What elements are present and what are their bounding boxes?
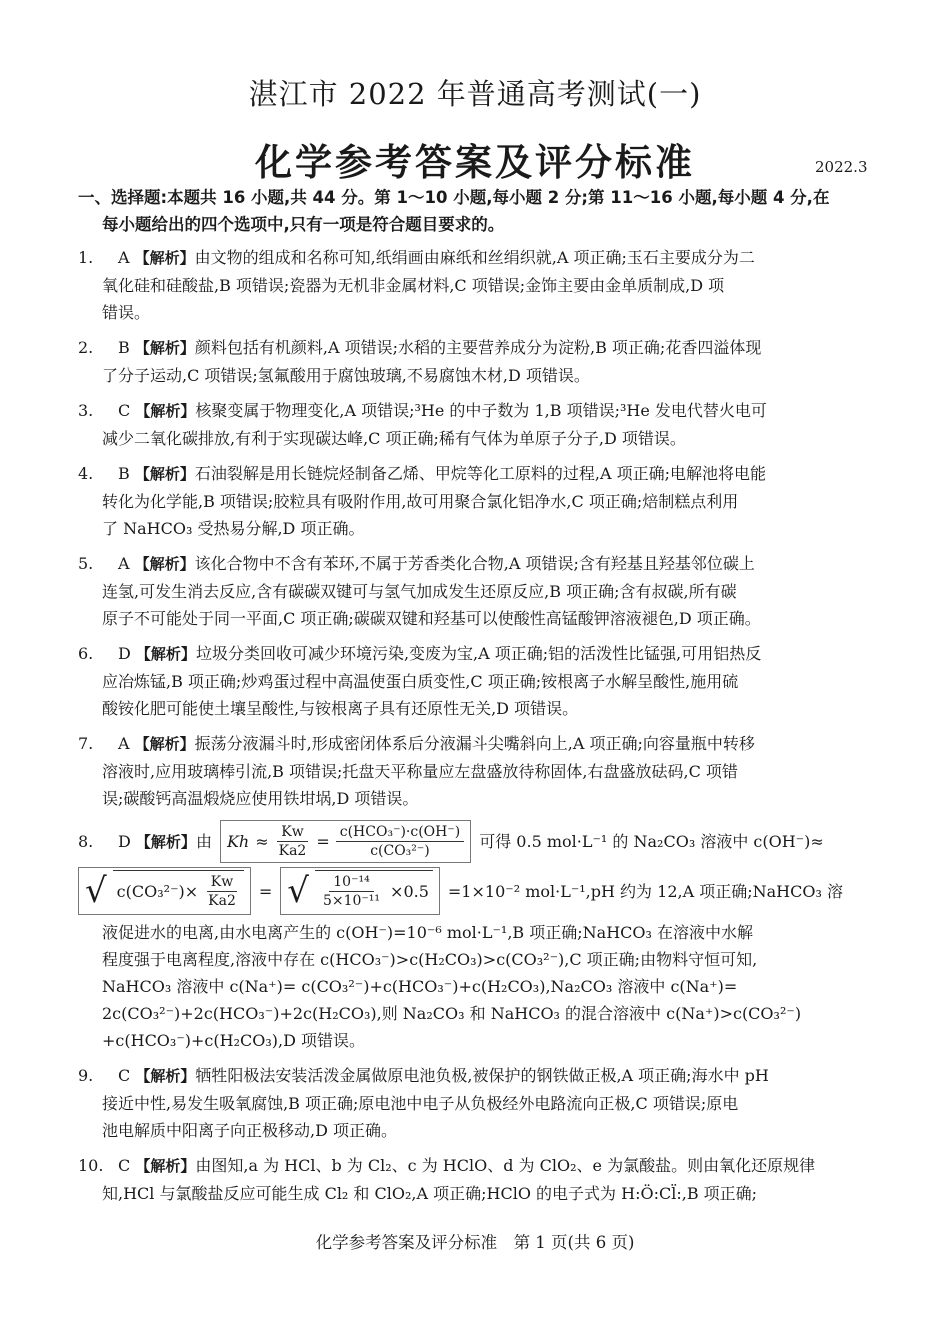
numerator: Kw [277, 823, 307, 842]
equals-sign: = [258, 881, 273, 901]
item-text: 由文物的组成和名称可知,纸绢画由麻纸和丝绢织就,A 项正确;玉石主要成分为二 [194, 248, 755, 267]
item-text: 该化合物中不含有苯环,不属于芳香类化合物,A 项错误;含有羟基且羟基邻位碳上 [194, 554, 755, 573]
item-number: 9. [78, 1066, 94, 1085]
answer-item [78, 334, 883, 389]
item-line: 程度强于电离程度,溶液中存在 c(HCO₃⁻)>c(H₂CO₃)>c(CO₃²⁻),C 项正确;由物料守恒可知, [102, 950, 758, 969]
item-text: 颜料包括有机颜料,A 项错误;水稻的主要营养成分为淀粉,B 项正确;花香四溢体现 [194, 338, 762, 357]
item-line: 接近中性,易发生吸氧腐蚀,B 项正确;原电池中电子从负极经外电路流向正极,C 项错误;原电 [102, 1094, 739, 1113]
kh-symbol: Kh [226, 832, 250, 851]
item-text: 石油裂解是用长链烷烃制备乙烯、甲烷等化工原料的过程,A 项正确;电解池将电能 [194, 464, 766, 483]
item-answer: A [118, 248, 130, 267]
analysis-tag: 【解析】 [135, 832, 196, 851]
equals-sign: = [316, 832, 330, 851]
item-number: 3. [78, 401, 94, 420]
denominator: Ka2 [278, 843, 307, 859]
page-footer: 化学参考答案及评分标准 第 1 页(共 6 页) [315, 1233, 635, 1252]
item-line: 知,HCl 与氯酸盐反应可能生成 Cl₂ 和 ClO₂,A 项正确;HClO 的电子式为 H:Ö:Cl̈:,B 项正确; [102, 1184, 758, 1203]
answer-item [78, 1062, 883, 1144]
item-line: 误;碳酸钙高温煅烧应使用铁坩埚,D 项错误。 [102, 789, 419, 808]
numerator: c(HCO₃⁻)·c(OH⁻) [336, 823, 464, 842]
item-first-line [78, 334, 883, 362]
item-answer: B [118, 338, 130, 357]
item-line: 应冶炼锰,B 项正确;炒鸡蛋过程中高温使蛋白质变性,C 项正确;铵根离子水解呈酸性,施用硫 [102, 672, 739, 691]
item-line: 错误。 [102, 303, 151, 322]
item-line: 了 NaHCO₃ 受热易分解,D 项正确。 [102, 519, 365, 538]
item-line: 原子不可能处于同一平面,C 项正确;碳碳双键和羟基可以使酸性高锰酸钾溶液褪色,D 项正确。 [102, 609, 761, 628]
answer-item [78, 244, 883, 326]
item-line: 池电解质中阳离子向正极移动,D 项正确。 [102, 1121, 398, 1140]
item-first-line [78, 397, 883, 425]
item-answer: B [118, 464, 130, 483]
analysis-tag: 【解析】 [135, 1067, 196, 1085]
answer-item [78, 550, 883, 632]
text: 可得 0.5 mol·L⁻¹ 的 Na₂CO₃ 溶液中 c(OH⁻)≈ [479, 832, 824, 851]
formula-line [78, 820, 883, 863]
analysis-tag: 【解析】 [134, 249, 195, 267]
answer-item [78, 397, 883, 452]
item-line: NaHCO₃ 溶液中 c(Na⁺)= c(CO₃²⁻)+c(HCO₃⁻)+c(H₂CO₃),Na₂CO₃ 溶液中 c(Na⁺)= [102, 977, 738, 996]
item-line: 酸铵化肥可能使土壤呈酸性,与铵根离子具有还原性无关,D 项错误。 [102, 699, 579, 718]
item-text: 由图知,a 为 HCl、b 为 Cl₂、c 为 HClO、d 为 ClO₂、e 为氯酸盐。则由氧化还原规律 [195, 1156, 816, 1175]
sqrt-icon: √ [287, 871, 309, 911]
item-text: 牺牲阳极法安装活泼金属做原电池负极,被保护的钢铁做正极,A 项正确;海水中 pH [195, 1066, 769, 1085]
analysis-tag: 【解析】 [134, 735, 195, 753]
concentration-fraction [336, 823, 464, 860]
answer-item-8 [78, 820, 883, 1054]
sqrt-icon: √ [85, 871, 107, 911]
denominator: Ka2 [208, 893, 236, 909]
answer-item [78, 640, 883, 722]
item-first-line [78, 244, 883, 272]
analysis-tag: 【解析】 [135, 645, 196, 663]
item-line: 氧化硅和硅酸盐,B 项错误;瓷器为无机非金属材料,C 项错误;金饰主要由金单质制成,D 项 [102, 276, 725, 295]
item-first-line [78, 730, 883, 758]
formula-line [78, 867, 883, 915]
kw-ka2-fraction [275, 823, 311, 860]
item-answer: A [118, 554, 130, 573]
item-text: 核聚变属于物理变化,A 项错误;³He 的中子数为 1,B 项错误;³He 发电代替火电可 [195, 401, 767, 420]
document-date: 2022.3 [815, 158, 868, 176]
item-number: 7. [78, 734, 94, 753]
item-line: 转化为化学能,B 项错误;胶粒具有吸附作用,故可用聚合氯化铝净水,C 项正确;焙制糕点利用 [102, 492, 739, 511]
item-first-line [78, 460, 883, 488]
text: ×0.5 [390, 882, 429, 901]
answer-item [78, 460, 883, 542]
item-number: 5. [78, 554, 94, 573]
item-text: 垃圾分类回收可减少环境污染,变废为宝,A 项正确;铝的活泼性比锰强,可用铝热反 [195, 644, 762, 663]
item-number: 10. [78, 1156, 104, 1175]
item-line: +c(HCO₃⁻)+c(H₂CO₃),D 项错误。 [102, 1031, 366, 1050]
item-answer: A [118, 734, 130, 753]
answer-item [78, 730, 883, 812]
item-first-line [78, 640, 883, 668]
item-line: 溶液时,应用玻璃棒引流,B 项错误;托盘天平称量应左盘盛放待称固体,右盘盛放砝码,C 项错 [102, 762, 738, 781]
item-line: 液促进水的电离,由水电离产生的 c(OH⁻)=10⁻⁶ mol·L⁻¹,B 项正确;NaHCO₃ 在溶液中水解 [102, 923, 754, 942]
item-first-line [78, 1152, 883, 1180]
root-expression-2 [280, 867, 440, 915]
section-line: 一、选择题:本题共 16 小题,共 44 分。第 1～10 小题,每小题 2 分;第 11～16 小题,每小题 4 分,在 [78, 188, 830, 207]
denominator: c(CO₃²⁻) [370, 843, 430, 859]
answer-item [78, 1152, 883, 1207]
item-answer: C [118, 1156, 131, 1175]
text: =1×10⁻² mol·L⁻¹,pH 约为 12,A 项正确;NaHCO₃ 溶 [447, 881, 843, 901]
item-number: 6. [78, 644, 94, 663]
answer-list [78, 244, 883, 1215]
analysis-tag: 【解析】 [134, 339, 195, 357]
item-line: 连氢,可发生消去反应,含有碳碳双键可与氢气加成发生还原反应,B 项正确;含有叔碳,所有碳 [102, 582, 737, 601]
section-heading [78, 184, 883, 238]
item-number: 4. [78, 464, 94, 483]
section-line: 每小题给出的四个选项中,只有一项是符合题目要求的。 [102, 215, 505, 234]
approx-sign: ≈ [255, 832, 269, 851]
analysis-tag: 【解析】 [135, 402, 196, 420]
item-line: 了分子运动,C 项错误;氢氟酸用于腐蚀玻璃,不易腐蚀木材,D 项错误。 [102, 366, 590, 385]
item-number: 1. [78, 248, 94, 267]
numerator: 10⁻¹⁴ [329, 873, 373, 892]
root-expression-1 [78, 867, 251, 915]
item-first-line [78, 550, 883, 578]
item-answer: D [118, 644, 131, 663]
document-title: 化学参考答案及评分标准 [255, 141, 695, 184]
analysis-tag: 【解析】 [134, 555, 195, 573]
item-line: 减少二氧化碳排放,有利于实现碳达峰,C 项正确;稀有气体为单原子分子,D 项错误。 [102, 429, 686, 448]
item-line: 2c(CO₃²⁻)+2c(HCO₃⁻)+2c(H₂CO₃),则 Na₂CO₃ 和 NaHCO₃ 的混合溶液中 c(Na⁺)>c(CO₃²⁻) [102, 1004, 802, 1023]
text: 由 [195, 831, 212, 851]
item-text: 振荡分液漏斗时,形成密闭体系后分液漏斗尖嘴斜向上,A 项正确;向容量瓶中转移 [194, 734, 755, 753]
item-answer: C [118, 401, 131, 420]
hydrolysis-constant-formula [220, 820, 471, 863]
numerator: Kw [207, 873, 237, 892]
item-answer: C [118, 1066, 131, 1085]
analysis-tag: 【解析】 [134, 465, 195, 483]
item-answer: D [118, 831, 131, 851]
exam-title: 湛江市 2022 年普通高考测试(一) [248, 77, 702, 111]
item-number: 2. [78, 338, 94, 357]
item-first-line [78, 1062, 883, 1090]
text: c(CO₃²⁻)× [116, 882, 199, 901]
analysis-tag: 【解析】 [135, 1157, 196, 1175]
item-number: 8. [78, 831, 94, 851]
denominator: 5×10⁻¹¹ [322, 893, 381, 909]
